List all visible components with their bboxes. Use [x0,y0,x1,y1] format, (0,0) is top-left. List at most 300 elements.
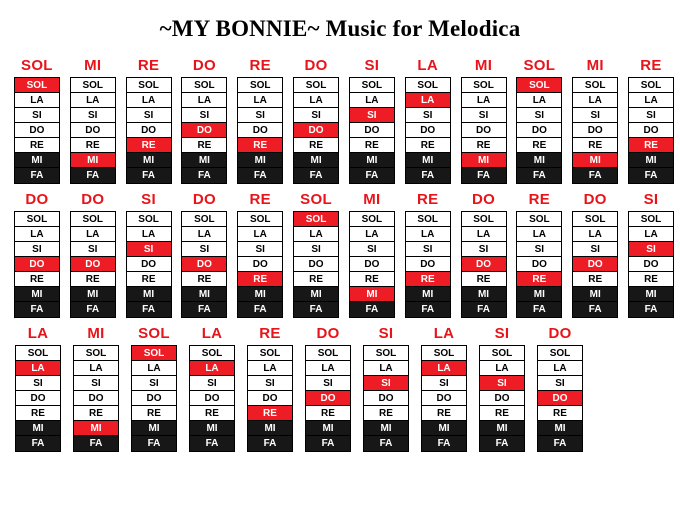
key-cell[interactable]: DO [629,257,673,272]
key-cell[interactable]: SOL [132,346,176,361]
key-cell[interactable]: SOL [406,212,450,227]
key-cell[interactable]: DO [294,123,338,138]
key-cell[interactable]: RE [462,138,506,153]
key-cell[interactable]: SI [462,108,506,123]
key-cell[interactable]: FA [517,168,561,183]
key-cell[interactable]: FA [294,168,338,183]
key-cell[interactable]: SOL [629,212,673,227]
note-column[interactable] [474,325,530,452]
note-column-label: DO [192,191,216,209]
key-cell[interactable]: SI [294,108,338,123]
key-cell[interactable]: MI [127,287,171,302]
key-stack [305,345,351,452]
note-column[interactable] [10,325,66,452]
key-cell[interactable]: LA [462,93,506,108]
key-cell[interactable]: SI [462,242,506,257]
key-cell[interactable]: RE [190,406,234,421]
key-cell[interactable]: SI [517,242,561,257]
key-cell[interactable]: SOL [182,78,226,93]
key-cell[interactable]: FA [71,302,115,317]
note-column[interactable] [66,57,120,184]
key-cell[interactable]: MI [15,287,59,302]
key-cell[interactable]: SOL [127,78,171,93]
key-cell[interactable]: MI [294,153,338,168]
key-cell[interactable]: SI [74,376,118,391]
key-cell[interactable]: LA [480,361,524,376]
key-cell[interactable]: DO [127,123,171,138]
key-cell[interactable]: RE [182,272,226,287]
key-cell[interactable]: RE [238,272,282,287]
note-column-label: RE [416,191,439,209]
note-column[interactable] [184,325,240,452]
key-cell[interactable]: MI [74,421,118,436]
key-cell[interactable]: SI [480,376,524,391]
key-cell[interactable]: MI [573,287,617,302]
key-cell[interactable]: LA [132,361,176,376]
key-cell[interactable]: RE [422,406,466,421]
note-column[interactable] [122,57,176,184]
key-cell[interactable]: MI [480,421,524,436]
note-column[interactable] [242,325,298,452]
key-cell[interactable]: DO [294,257,338,272]
key-cell[interactable]: FA [573,168,617,183]
note-column-label: MI [84,57,102,75]
key-cell[interactable]: SOL [422,346,466,361]
key-cell[interactable]: SI [190,376,234,391]
key-cell[interactable]: RE [629,272,673,287]
key-cell[interactable]: MI [350,153,394,168]
key-cell[interactable]: MI [248,421,292,436]
key-cell[interactable]: DO [182,257,226,272]
key-cell[interactable]: SI [294,242,338,257]
key-cell[interactable]: LA [182,93,226,108]
note-column[interactable] [345,191,399,318]
note-column[interactable] [401,57,455,184]
key-stack [479,345,525,452]
key-cell[interactable]: DO [238,257,282,272]
key-cell[interactable]: RE [573,138,617,153]
key-cell[interactable]: DO [364,391,408,406]
note-column-label: RE [249,191,271,209]
key-cell[interactable]: SI [306,376,350,391]
key-cell[interactable]: SOL [517,212,561,227]
key-cell[interactable]: MI [462,287,506,302]
key-cell[interactable]: RE [350,138,394,153]
key-cell[interactable]: DO [480,391,524,406]
key-cell[interactable]: SI [573,242,617,257]
note-column-label: DO [316,325,340,343]
key-cell[interactable]: SOL [127,212,171,227]
key-cell[interactable]: FA [406,302,450,317]
key-cell[interactable]: DO [238,123,282,138]
key-cell[interactable]: DO [71,257,115,272]
key-cell[interactable]: LA [517,93,561,108]
key-cell[interactable]: LA [15,93,59,108]
key-cell[interactable]: SOL [74,346,118,361]
key-cell[interactable]: DO [629,123,673,138]
note-column[interactable] [512,191,566,318]
key-cell[interactable]: FA [127,168,171,183]
key-cell[interactable]: SOL [462,212,506,227]
key-cell[interactable]: LA [74,361,118,376]
key-cell[interactable]: LA [406,227,450,242]
key-cell[interactable]: RE [406,272,450,287]
key-cell[interactable]: LA [629,227,673,242]
note-column[interactable] [568,57,622,184]
key-cell[interactable]: LA [462,227,506,242]
key-cell[interactable]: RE [629,138,673,153]
key-cell[interactable]: FA [629,302,673,317]
key-cell[interactable]: MI [406,287,450,302]
key-cell[interactable]: LA [629,93,673,108]
key-cell[interactable]: DO [74,391,118,406]
key-cell[interactable]: RE [127,272,171,287]
key-cell[interactable]: RE [306,406,350,421]
key-cell[interactable]: SI [238,242,282,257]
key-cell[interactable]: LA [350,227,394,242]
key-cell[interactable]: SOL [538,346,582,361]
key-cell[interactable]: FA [306,436,350,451]
key-cell[interactable]: FA [74,436,118,451]
key-cell[interactable]: SI [350,242,394,257]
key-cell[interactable]: SI [364,376,408,391]
key-cell[interactable]: DO [573,257,617,272]
key-stack [516,211,562,318]
key-stack [421,345,467,452]
key-cell[interactable]: LA [573,93,617,108]
key-cell[interactable]: RE [573,272,617,287]
key-cell[interactable]: RE [15,272,59,287]
key-cell[interactable]: FA [294,302,338,317]
key-cell[interactable]: SI [71,242,115,257]
key-cell[interactable]: MI [71,153,115,168]
note-column-label: LA [201,325,223,343]
key-cell[interactable]: SI [573,108,617,123]
key-cell[interactable]: SOL [406,78,450,93]
key-cell[interactable]: MI [422,421,466,436]
key-cell[interactable]: SI [15,242,59,257]
key-cell[interactable]: MI [364,421,408,436]
key-cell[interactable]: FA [480,436,524,451]
key-cell[interactable]: MI [573,153,617,168]
key-cell[interactable]: DO [517,123,561,138]
note-column[interactable] [68,325,124,452]
key-cell[interactable]: SI [132,376,176,391]
key-cell[interactable]: MI [182,153,226,168]
note-column[interactable] [233,191,287,318]
key-stack [349,211,395,318]
key-cell[interactable]: RE [127,138,171,153]
key-cell[interactable]: MI [538,421,582,436]
key-cell[interactable]: RE [248,406,292,421]
key-cell[interactable]: LA [238,93,282,108]
key-cell[interactable]: FA [629,168,673,183]
key-cell[interactable]: LA [238,227,282,242]
key-stack [181,211,227,318]
key-cell[interactable]: DO [350,123,394,138]
key-cell[interactable]: RE [517,272,561,287]
note-column[interactable] [624,191,678,318]
key-cell[interactable]: SOL [15,78,59,93]
key-cell[interactable]: SOL [15,212,59,227]
key-cell[interactable]: MI [238,287,282,302]
note-row [0,191,680,318]
note-column[interactable] [358,325,414,452]
note-column[interactable] [177,57,231,184]
key-cell[interactable]: LA [294,227,338,242]
key-cell[interactable]: DO [15,123,59,138]
note-column[interactable] [66,191,120,318]
key-cell[interactable]: LA [190,361,234,376]
key-stack [14,77,60,184]
key-cell[interactable]: FA [238,302,282,317]
key-cell[interactable]: SI [248,376,292,391]
note-column-label: SI [378,325,394,343]
key-stack [461,77,507,184]
key-cell[interactable]: MI [238,153,282,168]
note-column[interactable] [126,325,182,452]
key-cell[interactable]: FA [364,436,408,451]
key-cell[interactable]: SI [629,108,673,123]
key-cell[interactable]: SI [406,242,450,257]
key-cell[interactable]: SOL [294,78,338,93]
key-cell[interactable]: MI [16,421,60,436]
key-cell[interactable]: MI [306,421,350,436]
key-cell[interactable]: MI [190,421,234,436]
key-cell[interactable]: LA [538,361,582,376]
note-column-label: SOL [138,325,170,343]
key-cell[interactable]: SOL [350,78,394,93]
key-cell[interactable]: MI [132,421,176,436]
key-stack [349,77,395,184]
note-column[interactable] [300,325,356,452]
key-cell[interactable]: LA [350,93,394,108]
key-cell[interactable]: FA [190,436,234,451]
key-cell[interactable]: DO [406,257,450,272]
key-cell[interactable]: MI [294,287,338,302]
key-cell[interactable]: RE [71,272,115,287]
key-cell[interactable]: SI [538,376,582,391]
note-column-label: RE [528,191,551,209]
note-column[interactable] [289,57,343,184]
key-cell[interactable]: SI [71,108,115,123]
note-column[interactable] [345,57,399,184]
key-cell[interactable]: SI [15,108,59,123]
key-stack [237,77,283,184]
key-cell[interactable]: SOL [238,212,282,227]
key-cell[interactable]: RE [182,138,226,153]
key-cell[interactable]: DO [132,391,176,406]
key-cell[interactable]: SOL [182,212,226,227]
key-cell[interactable]: LA [364,361,408,376]
key-cell[interactable]: MI [629,153,673,168]
note-column[interactable] [457,57,511,184]
key-cell[interactable]: LA [517,227,561,242]
note-column[interactable] [568,191,622,318]
key-cell[interactable]: DO [127,257,171,272]
key-cell[interactable]: SOL [364,346,408,361]
key-cell[interactable]: FA [350,302,394,317]
key-cell[interactable]: SOL [517,78,561,93]
key-cell[interactable]: SOL [248,346,292,361]
key-stack [363,345,409,452]
note-column[interactable] [10,57,64,184]
key-cell[interactable]: DO [71,123,115,138]
key-cell[interactable]: RE [294,138,338,153]
note-column-label: SI [643,191,659,209]
key-cell[interactable]: RE [462,272,506,287]
note-column[interactable] [289,191,343,318]
key-cell[interactable]: LA [294,93,338,108]
key-cell[interactable]: SI [517,108,561,123]
note-column[interactable] [233,57,287,184]
key-cell[interactable]: FA [538,436,582,451]
key-cell[interactable]: FA [573,302,617,317]
note-column[interactable] [401,191,455,318]
key-cell[interactable]: LA [248,361,292,376]
key-cell[interactable]: RE [15,138,59,153]
key-cell[interactable]: SOL [462,78,506,93]
key-cell[interactable]: SOL [306,346,350,361]
key-cell[interactable]: RE [132,406,176,421]
key-cell[interactable]: DO [248,391,292,406]
key-cell[interactable]: LA [127,227,171,242]
key-cell[interactable]: FA [462,302,506,317]
key-cell[interactable]: SOL [71,78,115,93]
key-cell[interactable]: FA [15,168,59,183]
key-cell[interactable]: MI [127,153,171,168]
key-cell[interactable]: MI [71,287,115,302]
key-cell[interactable]: SOL [573,212,617,227]
key-cell[interactable]: LA [573,227,617,242]
key-cell[interactable]: SI [350,108,394,123]
key-cell[interactable]: FA [406,168,450,183]
key-stack [73,345,119,452]
key-cell[interactable]: DO [15,257,59,272]
key-cell[interactable]: RE [238,138,282,153]
key-cell[interactable]: MI [629,287,673,302]
key-cell[interactable]: SOL [629,78,673,93]
key-cell[interactable]: SI [406,108,450,123]
key-cell[interactable]: RE [71,138,115,153]
key-cell[interactable]: DO [422,391,466,406]
note-column[interactable] [512,57,566,184]
key-cell[interactable]: DO [517,257,561,272]
key-cell[interactable]: FA [248,436,292,451]
key-cell[interactable]: SOL [190,346,234,361]
key-cell[interactable]: FA [238,168,282,183]
key-cell[interactable]: RE [74,406,118,421]
key-cell[interactable]: RE [350,272,394,287]
key-cell[interactable]: FA [517,302,561,317]
key-cell[interactable]: DO [538,391,582,406]
key-cell[interactable]: LA [71,227,115,242]
key-cell[interactable]: SOL [238,78,282,93]
key-cell[interactable]: SI [127,242,171,257]
key-cell[interactable]: SI [127,108,171,123]
key-cell[interactable]: RE [294,272,338,287]
key-cell[interactable]: FA [15,302,59,317]
key-cell[interactable]: MI [350,287,394,302]
note-column[interactable] [10,191,64,318]
key-cell[interactable]: DO [16,391,60,406]
key-cell[interactable]: RE [480,406,524,421]
note-column[interactable] [416,325,472,452]
note-row [0,57,680,184]
key-cell[interactable]: RE [364,406,408,421]
key-cell[interactable]: FA [127,302,171,317]
key-cell[interactable]: FA [422,436,466,451]
key-cell[interactable]: SOL [16,346,60,361]
key-cell[interactable]: MI [15,153,59,168]
key-cell[interactable]: DO [182,123,226,138]
key-cell[interactable]: DO [462,123,506,138]
key-cell[interactable]: DO [350,257,394,272]
key-cell[interactable]: LA [406,93,450,108]
key-cell[interactable]: LA [422,361,466,376]
key-cell[interactable]: SI [16,376,60,391]
key-cell[interactable]: FA [350,168,394,183]
note-column[interactable] [624,57,678,184]
key-cell[interactable]: MI [517,153,561,168]
note-column-label: DO [25,191,49,209]
key-cell[interactable]: LA [15,227,59,242]
key-cell[interactable]: SOL [294,212,338,227]
key-cell[interactable]: FA [182,168,226,183]
key-cell[interactable]: SOL [480,346,524,361]
key-cell[interactable]: LA [71,93,115,108]
key-cell[interactable]: SI [182,242,226,257]
key-cell[interactable]: LA [306,361,350,376]
key-cell[interactable]: LA [182,227,226,242]
key-cell[interactable]: DO [462,257,506,272]
key-cell[interactable]: LA [16,361,60,376]
key-cell[interactable]: FA [462,168,506,183]
key-cell[interactable]: RE [16,406,60,421]
key-cell[interactable]: SI [182,108,226,123]
key-cell[interactable]: FA [16,436,60,451]
key-cell[interactable]: MI [462,153,506,168]
key-cell[interactable]: RE [406,138,450,153]
key-cell[interactable]: FA [132,436,176,451]
key-cell[interactable]: SI [238,108,282,123]
key-cell[interactable]: DO [573,123,617,138]
key-cell[interactable]: FA [182,302,226,317]
key-cell[interactable]: SOL [573,78,617,93]
key-cell[interactable]: MI [517,287,561,302]
key-cell[interactable]: SOL [71,212,115,227]
note-column[interactable] [532,325,588,452]
key-cell[interactable]: MI [182,287,226,302]
key-stack [537,345,583,452]
note-column[interactable] [457,191,511,318]
key-cell[interactable]: LA [127,93,171,108]
key-cell[interactable]: DO [406,123,450,138]
key-cell[interactable]: DO [306,391,350,406]
key-cell[interactable]: MI [406,153,450,168]
note-column-label: SI [494,325,510,343]
key-cell[interactable]: RE [517,138,561,153]
note-column[interactable] [122,191,176,318]
key-cell[interactable]: SI [422,376,466,391]
key-cell[interactable]: RE [538,406,582,421]
note-column-label: DO [81,191,105,209]
key-cell[interactable]: SI [629,242,673,257]
key-cell[interactable]: SOL [350,212,394,227]
key-cell[interactable]: FA [71,168,115,183]
key-cell[interactable]: DO [190,391,234,406]
note-column[interactable] [177,191,231,318]
